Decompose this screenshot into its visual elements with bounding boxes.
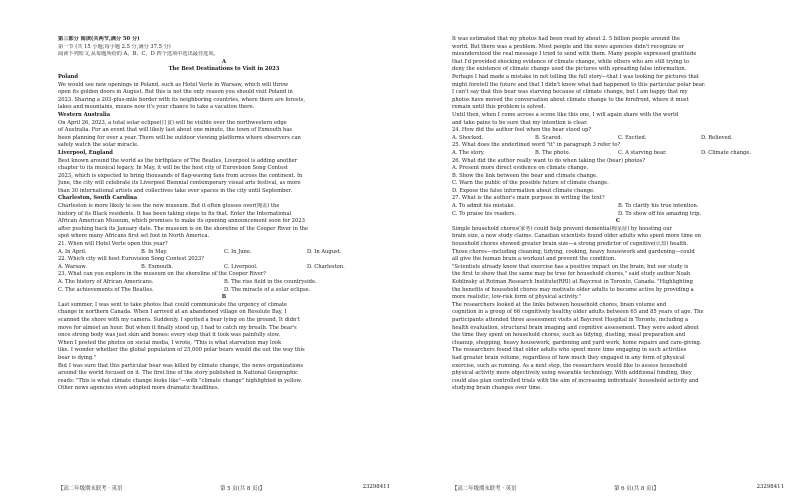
right-page-footer (452, 484, 784, 492)
text-line: open its golden doors in August. But this is not the only reason you should visit Poland in (58, 89, 293, 96)
answer-option: A. The story. (452, 149, 485, 156)
answer-option: A. Shocked. (452, 134, 484, 141)
text-line: Last summer, I was sent to take photos that could communicate the urgency of climate (58, 301, 288, 308)
text-line: studying brain changes over time. (452, 385, 542, 392)
text-line: all give the human brain a workout and prevent the condition. (452, 256, 616, 263)
question-24: 24. How did the author feel when the bear stood up? (452, 127, 592, 134)
text-line: B. Show the link between the bear and climate change. (452, 172, 598, 179)
western-australia-heading: Western Australia (58, 111, 111, 118)
text-line: On April 26, 2023, a total solar eclipse(日食) will be visible over the northwestern edge (58, 119, 287, 126)
text-line: might foretell the future and that I didn't know what had happened to this particular polar bear. (452, 81, 706, 88)
text-line: world. But there was a problem. Most people and the news agencies didn't recognize or (452, 43, 684, 50)
text-line: around the world focused on it. The first line of the story published in National Geographic (58, 370, 298, 377)
poland-paragraph (58, 82, 390, 112)
text-line: A. Present more direct evidence on climate change. (452, 165, 589, 172)
answer-option: D. Relieved. (701, 134, 733, 141)
question-21: 21. When will Hotel Verte open this year? (58, 241, 168, 248)
text-line: exercise, such as running. As a next step, the researchers would like to assess household (452, 362, 687, 369)
answer-option: B. In May. (141, 248, 168, 255)
text-line: had greater brain volume, regardless of how much they engaged in any form of physical (452, 354, 685, 361)
text-line: Those chores—including cleaning, tidying, cooking, heavy housework and gardening—could (452, 248, 695, 255)
text-line: The researchers found that older adults who spent more time engaging in such activities (452, 347, 687, 354)
text-line: that I'd provided shocking evidence of climate change, while others who are still trying to (452, 58, 689, 65)
answer-option: D. The miracle of a solar eclipse. (224, 286, 311, 293)
answer-option: A. Warsaw. (58, 263, 87, 270)
question-22-options (58, 264, 390, 272)
poland-heading: Poland (58, 73, 78, 80)
text-line: Perhaps I had made a mistake in not telling the full story—that I was looking for pictures that (452, 73, 699, 80)
text-line: cognition in a group of 66 cognitively healthy older adults between 65 and 85 years of age. The (452, 309, 704, 316)
answer-option: C. Liverpool. (224, 263, 258, 270)
passage-a-letter: A (221, 58, 227, 65)
text-line: African American Museum, which promises to make its opening announcement soon for 2023 (58, 218, 305, 225)
text-line: safely watch the solar miracle. (58, 142, 139, 149)
answer-option: C. Excited. (618, 134, 647, 141)
text-line: like. I wonder whether the global population of 25,000 polar bears would die out the way this (58, 347, 305, 354)
text-line: move for almost an hour. But when it finally stood up, I had to catch my breath. The bear's (58, 324, 297, 331)
text-line: and take pains to be sure that my intention is clear. (452, 119, 588, 126)
passage-a-title: The Best Destinations to Visit in 2023 (168, 66, 280, 73)
text-line: 2023, which is expected to bring thousands of flag-waving fans from across the continent. In (58, 172, 303, 179)
question-25: 25. What does the underlined word "it" in paragraph 3 refer to? (452, 142, 621, 149)
right-page (452, 36, 784, 393)
question-25-options (452, 150, 784, 158)
footer-exam-name: 【高二年级期末联考 · 英语 (58, 486, 123, 492)
answer-option: B. The photo. (535, 149, 571, 156)
text-line: household chores showed greater brain size—a strong predictor of cognitive(认知) health. (452, 241, 689, 248)
passage-c-letter: C (615, 218, 621, 225)
text-line: It was estimated that my photos had been read by about 2. 5 billion people around the (452, 36, 680, 42)
text-line: could also plan controlled trials with the aim of increasing individuals' household activity and (452, 377, 699, 384)
text-line: lakes and mountains, means now it's your chance to take a vacation there. (58, 104, 255, 111)
text-line: Charleston is more likely to see the new museum. But it often glosses over(掩盖) the (58, 203, 280, 210)
text-line: of Australia. For an event that will likely last about one minute, the town of Exmouth has (58, 127, 293, 134)
text-line: physical activity more objectively using wearable technology. With additional funding, they (452, 370, 692, 377)
text-line: June, the city will celebrate its Liverpool Biennial contemporary visual arts festival, as more (58, 180, 301, 187)
text-line: I can't say that this bear was starving because of climate change, but I am happy that my (452, 89, 688, 96)
western-australia-paragraph (58, 120, 390, 150)
question-22: 22. Which city will host Eurovision Song Contest 2023? (58, 256, 204, 263)
answer-option: B. Exmouth. (141, 263, 174, 270)
question-23-options (58, 279, 390, 294)
answer-option: D. Charleston. (307, 263, 345, 270)
charleston-paragraph (58, 203, 390, 241)
text-line: C. Warn the public of the possible future of climate change. (452, 180, 609, 187)
text-line: remain until this problem is solved. (452, 104, 546, 111)
answer-option: D. To show off his amazing trip. (618, 210, 702, 217)
text-line: Until then, when I come across a scene like this one, I will again share with the world (452, 111, 679, 118)
answer-option: A. In April. (58, 248, 87, 255)
text-line: been planning for over a year. There will be outdoor viewing platforms where observers can (58, 134, 301, 141)
text-line: The researchers looked at the links between household chores, brain volume and (452, 301, 667, 308)
charleston-heading: Charleston, South Carolina (58, 195, 138, 202)
section-header (58, 36, 390, 59)
text-line: misunderstood the real message I tried to send with them. Many people expressed gratitude (452, 51, 697, 58)
text-line: history of its Black residents. It has been taking steps to fix that. Enter the International (58, 210, 292, 217)
text-line: D. Expose the false information about climate change. (452, 187, 595, 194)
text-line: bear is dying." (58, 354, 97, 361)
question-26: 26. What did the author really want to do when taking the (bear) photos? (452, 157, 646, 164)
text-line: We would see new openings in Poland, such as Hotel Verte in Warsaw, which will throw (58, 81, 289, 88)
answer-option: B. Scared. (535, 134, 563, 141)
text-line: spot where many Africans first set foot in North America. (58, 233, 210, 240)
liverpool-paragraph (58, 158, 390, 196)
text-line: than 30 international artists and collectives take over spaces in the city until September. (58, 187, 292, 194)
question-21-options (58, 249, 390, 257)
text-line: Koblinsky at Rotman Research Institute(RRI) at Baycrest in Toronto, Canada. "Highlighting (452, 279, 693, 285)
footer-code: 23298411 (362, 484, 390, 490)
text-line: photos have moved the conversation about climate change to the forefront, where it must (452, 96, 689, 103)
text-line: the first to show that the same may be true for household chores," said study author Noah (452, 271, 691, 278)
text-line: brain size, a new study claims. Canadian scientists found older adults who spent more time on (452, 233, 701, 240)
section-instructions: 阅读下列短文,从每题所给的 A、B、C、D 四个选项中选出最佳选项。 (58, 51, 219, 58)
text-line: cleanup, shopping, heavy housework, gardening and yard work, home repairs and care-giving. (452, 339, 702, 346)
answer-option: B. To clarify his true intention. (618, 203, 699, 210)
left-page-footer (58, 484, 390, 492)
answer-option: D. Climate change. (701, 149, 752, 156)
question-26-options (452, 165, 784, 195)
text-line: But I was sure that this particular bear was killed by climate change, the news organizations (58, 362, 303, 369)
text-line: the benefits of household chores may motivate older adults to become active by providing a (452, 286, 694, 293)
question-27: 27. What is the author's main purpose in writing the text? (452, 195, 605, 202)
text-line: more realistic, low-risk form of physical activity." (452, 294, 582, 301)
answer-option: A. To admit his mistake. (452, 203, 516, 210)
text-line: scanned the shore with my camera. Suddenly, I spotted a bear lying on the ground. It didn't (58, 316, 300, 323)
footer-code: 23298411 (756, 484, 784, 490)
text-line: once strong body was just skin and bones: every step that it took was painfully slow. (58, 332, 281, 339)
passage-b-paragraph (58, 302, 390, 393)
section-subtitle: 第一节 (共 15 小题;每小题 2.5 分,满分 37.5 分) (58, 43, 171, 50)
text-line: change in northern Canada. When I arrived at an abandoned village on Resolute Bay, I (58, 309, 287, 316)
text-line: When I posted the photos on social media, I wrote, "This is what starvation may look (58, 339, 282, 346)
text-line: the time they spent on household chores, such as tidying, dusting, meal preparation and (452, 332, 686, 339)
liverpool-heading: Liverpool, England (58, 149, 113, 156)
footer-exam-name: 【高二年级期末联考 · 英语 (452, 486, 517, 492)
answer-option: C. In June. (224, 248, 252, 255)
left-page (58, 36, 390, 393)
text-line: deny the existence of climate change used the pictures with spreading false information. (452, 66, 687, 73)
text-line: after pushing back its January date. The museum is on the shoreline of the Cooper River in the (58, 225, 309, 232)
text-line: health evaluation, structural brain imaging and cognitive assessment. They were asked about (452, 324, 699, 331)
text-line: "Scientists already know that exercise has a positive impact on the brain, but our study is (452, 263, 689, 270)
text-line: 2023. Sharing a 203-plus-mile border with its neighboring countries, where there are forests, (58, 96, 305, 103)
text-line: participants attended three assessment visits at Baycrest Hospital in Toronto, including a (452, 316, 689, 323)
text-line: Best known around the world as the birthplace of The Beatles, Liverpool is adding another (58, 157, 298, 164)
text-line: chapter to its musical legacy. In May, it will be the host city of Eurovision Song Contest (58, 165, 288, 172)
question-23: 23. What can you explore in the museum on the shoreline of the Cooper River? (58, 271, 267, 278)
footer-page-number: 第 5 页(共 8 页)】 (220, 486, 265, 492)
answer-option: A. The history of African Americans. (58, 279, 154, 285)
answer-option: D. In August. (307, 248, 342, 255)
text-line: reads: "This is what climate change looks like"—with "climate change" highlighted in yellow. (58, 377, 303, 384)
answer-option: C. To praise his readers. (452, 210, 516, 217)
question-24-options (452, 135, 784, 143)
text-line: Other news agencies even adopted more dramatic headlines. (58, 385, 220, 392)
section-title: 第三部分 阅读(共两节,满分 50 分) (58, 36, 140, 42)
footer-page-number: 第 6 页(共 8 页)】 (614, 486, 659, 492)
passage-b-continued (452, 36, 784, 127)
passage-b-letter: B (221, 294, 227, 301)
question-27-options (452, 203, 784, 218)
answer-option: C. A starving bear. (618, 149, 667, 156)
answer-option: C. The achievements of The Beatles. (58, 286, 154, 293)
text-line: Simple household chores(家务) could help prevent dementia(痴呆症) by boosting our (452, 225, 673, 232)
passage-c-paragraph (452, 226, 784, 393)
answer-option: B. The rise field in the countryside. (224, 279, 317, 285)
